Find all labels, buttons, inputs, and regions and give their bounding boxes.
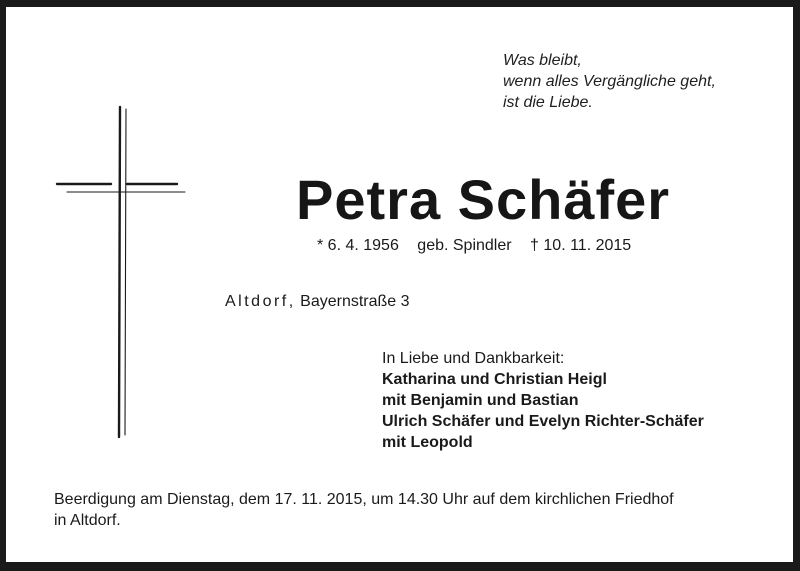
obituary-notice	[6, 7, 793, 562]
deceased-name: Petra Schäfer	[296, 168, 671, 231]
funeral-line: in Altdorf.	[54, 512, 121, 529]
mourners-intro: In Liebe und Dankbarkeit:	[382, 350, 565, 367]
address-street: Bayernstraße 3	[300, 293, 410, 310]
memorial-quote	[503, 50, 716, 113]
funeral-info	[54, 489, 774, 531]
mourners-block	[382, 348, 704, 453]
funeral-line: Beerdigung am Dienstag, dem 17. 11. 2015, um 14.30 Uhr auf dem kirchlichen Friedhof	[54, 491, 674, 508]
quote-line: ist die Liebe.	[503, 94, 593, 111]
mourner-line: Katharina und Christian Heigl	[382, 371, 607, 388]
address-city: Altdorf,	[225, 293, 296, 310]
maiden-name: geb. Spindler	[417, 237, 512, 254]
address	[225, 291, 410, 313]
mourner-line: mit Leopold	[382, 434, 473, 451]
birth-date: * 6. 4. 1956	[317, 237, 399, 254]
mourner-line: mit Benjamin und Bastian	[382, 392, 579, 409]
death-date: † 10. 11. 2015	[530, 237, 632, 254]
quote-line: wenn alles Vergängliche geht,	[503, 73, 716, 90]
mourner-line: Ulrich Schäfer und Evelyn Richter-Schäfer	[382, 413, 704, 430]
cross-icon	[53, 103, 193, 439]
quote-line: Was bleibt,	[503, 52, 582, 69]
life-dates	[317, 235, 645, 257]
